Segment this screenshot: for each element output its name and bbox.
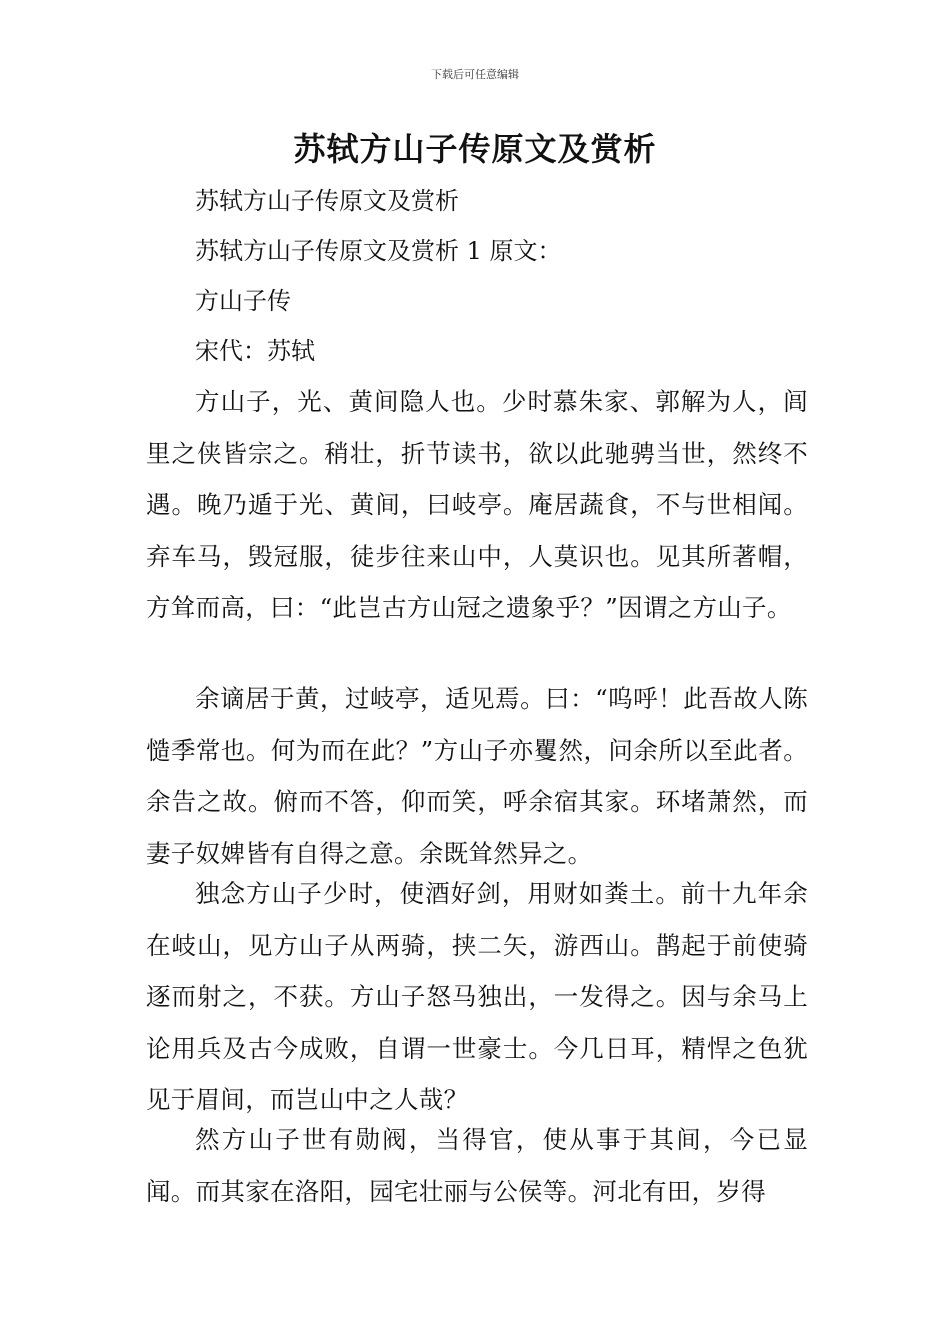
body-paragraph: 然方山子世有勋阀，当得官，使从事于其间，今已显闻。而其家在洛阳，园宅壮丽与公侯等。河北有田，岁得: [146, 1125, 808, 1206]
body-paragraph: 方山子，光、黄间隐人也。少时慕朱家、郭解为人，闾里之侠皆宗之。稍壮，折节读书，欲以此驰骋当世，然终不遇。晚乃遁于光、黄间，曰岐亭。庵居蔬食，不与世相闻。弃车马，毁冠服，徒步往来山中，人莫识也。见其所著帽，方耸而高，曰：“此岂古方山冠之遗象乎？”因谓之方山子。: [146, 387, 808, 623]
header-note: 下载后可任意编辑: [431, 68, 519, 81]
document-title: 苏轼方山子传原文及赏析: [293, 130, 657, 168]
text-author: 宋代：苏轼: [195, 337, 315, 365]
text-title: 方山子传: [195, 287, 291, 315]
section-heading: 苏轼方山子传原文及赏析 1 原文：: [195, 237, 562, 265]
body-paragraph: 独念方山子少时，使酒好剑，用财如粪土。前十九年余在岐山，见方山子从两骑，挟二矢，游西山。鹊起于前使骑逐而射之，不获。方山子怒马独出，一发得之。因与余马上论用兵及古今成败，自谓一世豪士。今几日耳，精悍之色犹见于眉间，而岂山中之人哉？: [146, 879, 808, 1115]
subtitle-line: 苏轼方山子传原文及赏析: [195, 187, 459, 215]
body-paragraph: 余谪居于黄，过岐亭，适见焉。曰：“呜呼！此吾故人陈慥季常也。何为而在此？”方山子亦矍然，问余所以至此者。余告之故。俯而不答，仰而笑，呼余宿其家。环堵萧然，而妻子奴婢皆有自得之意。余既耸然异之。: [146, 684, 808, 868]
